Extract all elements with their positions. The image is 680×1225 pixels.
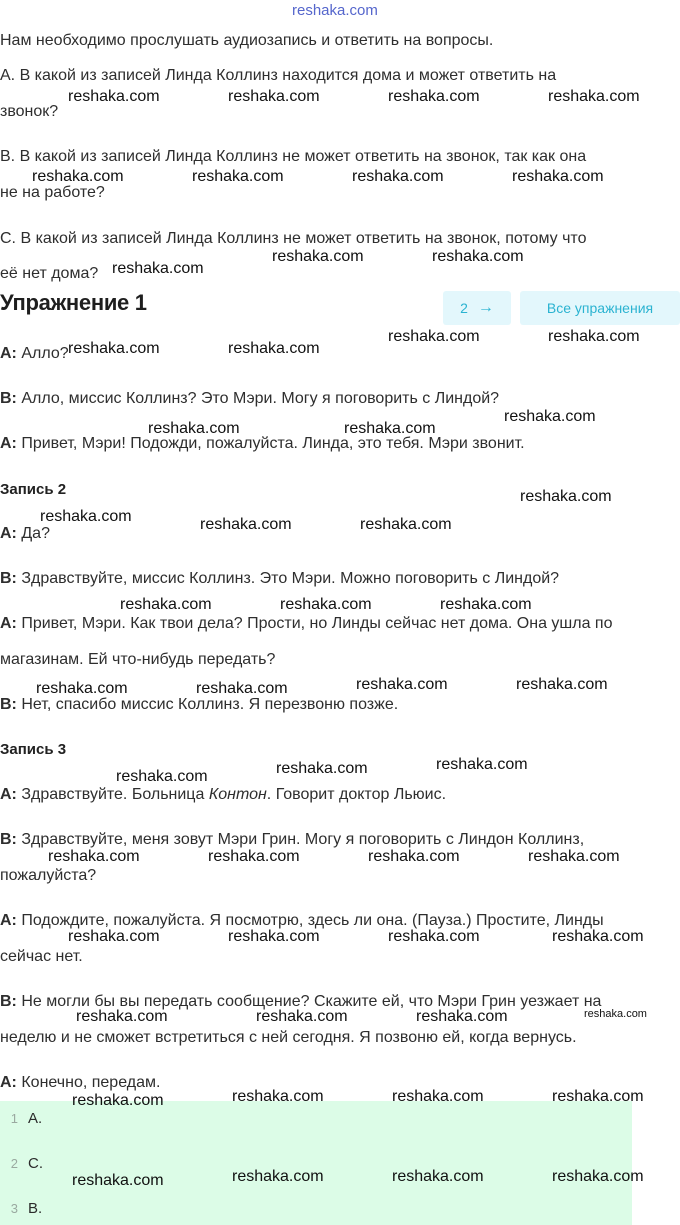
watermark: reshaka.com: [148, 420, 240, 437]
question-b-line2: не на работе?: [0, 184, 105, 201]
speaker-label: B:: [0, 570, 17, 587]
question-b-line1: B. В какой из записей Линда Коллинз не может ответить на звонок, так как она: [0, 148, 587, 165]
watermark: reshaka.com: [552, 1168, 644, 1185]
exercise-title: Упражнение 1: [0, 290, 147, 315]
watermark: reshaka.com: [528, 848, 620, 865]
dialogue-text: Здравствуйте, миссис Коллинз. Это Мэри. Можно поговорить с Линдой?: [21, 570, 560, 587]
dialogue-text: Алло, миссис Коллинз? Это Мэри. Могу я поговорить с Линдой?: [21, 390, 500, 407]
answer-number: 3: [10, 1200, 18, 1216]
hospital-name: Контон: [208, 786, 267, 803]
answer-value: C.: [28, 1154, 43, 1172]
record-3-title: Запись 3: [0, 741, 67, 758]
watermark: reshaka.com: [68, 340, 160, 357]
watermark: reshaka.com: [392, 1088, 484, 1105]
dialogue-text: Подождите, пожалуйста. Я посмотрю, здесь ли она. (Пауза.) Простите, Линды: [21, 912, 604, 929]
watermark: reshaka.com: [436, 756, 528, 773]
dialogue-text: Не могли бы вы передать сообщение? Скажите ей, что Мэри Грин уезжает на: [21, 993, 602, 1010]
watermark: reshaka.com: [432, 248, 524, 265]
watermark: reshaka.com: [548, 88, 640, 105]
watermark: reshaka.com: [200, 516, 292, 533]
watermark: reshaka.com: [228, 928, 320, 945]
dialogue-text-continued: магазинам. Ей что-нибудь передать?: [0, 651, 276, 668]
dialogue-text: Да?: [21, 525, 50, 542]
dialogue-line: [0, 426, 672, 461]
watermark: reshaka.com: [196, 680, 288, 697]
answer-value: A.: [28, 1109, 43, 1127]
speaker-label: B:: [0, 831, 17, 848]
watermark: reshaka.com: [416, 1008, 508, 1025]
watermark: reshaka.com: [512, 168, 604, 185]
speaker-label: A:: [0, 525, 17, 542]
watermark: reshaka.com: [120, 596, 212, 613]
speaker-label: B:: [0, 696, 17, 713]
answer-number: 2: [10, 1155, 18, 1171]
dialogue-text: Конечно, передам.: [21, 1074, 161, 1091]
watermark: reshaka.com: [112, 260, 204, 277]
watermark: reshaka.com: [76, 1008, 168, 1025]
answer-row: [0, 1148, 43, 1178]
watermark: reshaka.com: [360, 516, 452, 533]
dialogue-text: Привет, Мэри. Как твои дела? Прости, но Линды сейчас нет дома. Она ушла по: [21, 615, 613, 632]
speaker-label: A:: [0, 615, 17, 632]
watermark: reshaka.com: [116, 768, 208, 785]
all-exercises-button[interactable]: [520, 291, 680, 325]
speaker-label: A:: [0, 786, 17, 803]
watermark: reshaka.com: [516, 676, 608, 693]
watermark: reshaka.com: [68, 928, 160, 945]
watermark: reshaka.com: [388, 928, 480, 945]
watermark: reshaka.com: [344, 420, 436, 437]
watermark: reshaka.com: [548, 328, 640, 345]
watermark: reshaka.com: [36, 680, 128, 697]
watermark: reshaka.com: [440, 596, 532, 613]
dialogue-line: [0, 561, 672, 596]
next-exercise-button[interactable]: [443, 291, 511, 325]
dialogue-text: . Говорит доктор Льюис.: [266, 786, 447, 803]
intro-text: Нам необходимо прослушать аудиозапись и ответить на вопросы.: [0, 32, 494, 49]
watermark: reshaka.com: [352, 168, 444, 185]
watermark: reshaka.com: [228, 88, 320, 105]
watermark: reshaka.com: [388, 88, 480, 105]
watermark: reshaka.com: [192, 168, 284, 185]
question-a-line2: звонок?: [0, 103, 59, 120]
watermark: reshaka.com: [520, 488, 612, 505]
dialogue-line: [0, 777, 672, 812]
answer-number: 1: [10, 1110, 18, 1126]
watermark: reshaka.com: [584, 1008, 647, 1020]
dialogue-text-continued: пожалуйста?: [0, 867, 97, 884]
watermark: reshaka.com: [392, 1168, 484, 1185]
dialogue-text: Здравствуйте, меня зовут Мэри Грин. Могу я поговорить с Линдон Коллинз,: [21, 831, 585, 848]
watermark: reshaka.com: [256, 1008, 348, 1025]
answers-panel: [0, 1101, 632, 1225]
watermark: reshaka.com: [356, 676, 448, 693]
next-exercise-label: 2: [460, 300, 468, 316]
watermark: reshaka.com: [40, 508, 132, 525]
watermark: reshaka.com: [504, 408, 596, 425]
dialogue-text: Привет, Мэри! Подожди, пожалуйста. Линда, это тебя. Мэри звонит.: [21, 435, 525, 452]
watermark: reshaka.com: [368, 848, 460, 865]
dialogue-text-continued: неделю и не сможет встретиться с ней сегодня. Я позвоню ей, когда вернусь.: [0, 1029, 577, 1046]
speaker-label: B:: [0, 993, 17, 1010]
watermark: reshaka.com: [552, 1088, 644, 1105]
watermark: reshaka.com: [232, 1088, 324, 1105]
watermark: reshaka.com: [32, 168, 124, 185]
watermark: reshaka.com: [388, 328, 480, 345]
question-c-line1: C. В какой из записей Линда Коллинз не может ответить на звонок, потому что: [0, 230, 587, 247]
watermark: reshaka.com: [276, 760, 368, 777]
speaker-label: A:: [0, 1074, 17, 1091]
answer-value: B.: [28, 1199, 43, 1217]
record-2-title: Запись 2: [0, 481, 67, 498]
question-a-line1: A. В какой из записей Линда Коллинз находится дома и может ответить на: [0, 67, 557, 84]
watermark: reshaka.com: [232, 1168, 324, 1185]
speaker-label: B:: [0, 390, 17, 407]
watermark: reshaka.com: [68, 88, 160, 105]
speaker-label: A:: [0, 912, 17, 929]
watermark: reshaka.com: [228, 340, 320, 357]
dialogue-text-continued: сейчас нет.: [0, 948, 83, 965]
speaker-label: A:: [0, 345, 17, 362]
watermark: reshaka.com: [272, 248, 364, 265]
dialogue-text: Алло?: [21, 345, 69, 362]
all-exercises-label: Все упражнения: [546, 300, 654, 316]
speaker-label: A:: [0, 435, 17, 452]
watermark: reshaka.com: [48, 848, 140, 865]
site-link[interactable]: reshaka.com: [292, 2, 378, 19]
answer-row: [0, 1103, 42, 1133]
watermark: reshaka.com: [72, 1092, 164, 1109]
answer-row: [0, 1193, 42, 1223]
watermark: reshaka.com: [72, 1172, 164, 1189]
question-c-line2: её нет дома?: [0, 265, 99, 282]
watermark: reshaka.com: [208, 848, 300, 865]
dialogue-text: Нет, спасибо миссис Коллинз. Я перезвоню позже.: [21, 696, 399, 713]
dialogue-text: Здравствуйте. Больница: [21, 786, 209, 803]
arrow-right-icon: →: [477, 299, 494, 316]
watermark: reshaka.com: [280, 596, 372, 613]
watermark: reshaka.com: [552, 928, 644, 945]
